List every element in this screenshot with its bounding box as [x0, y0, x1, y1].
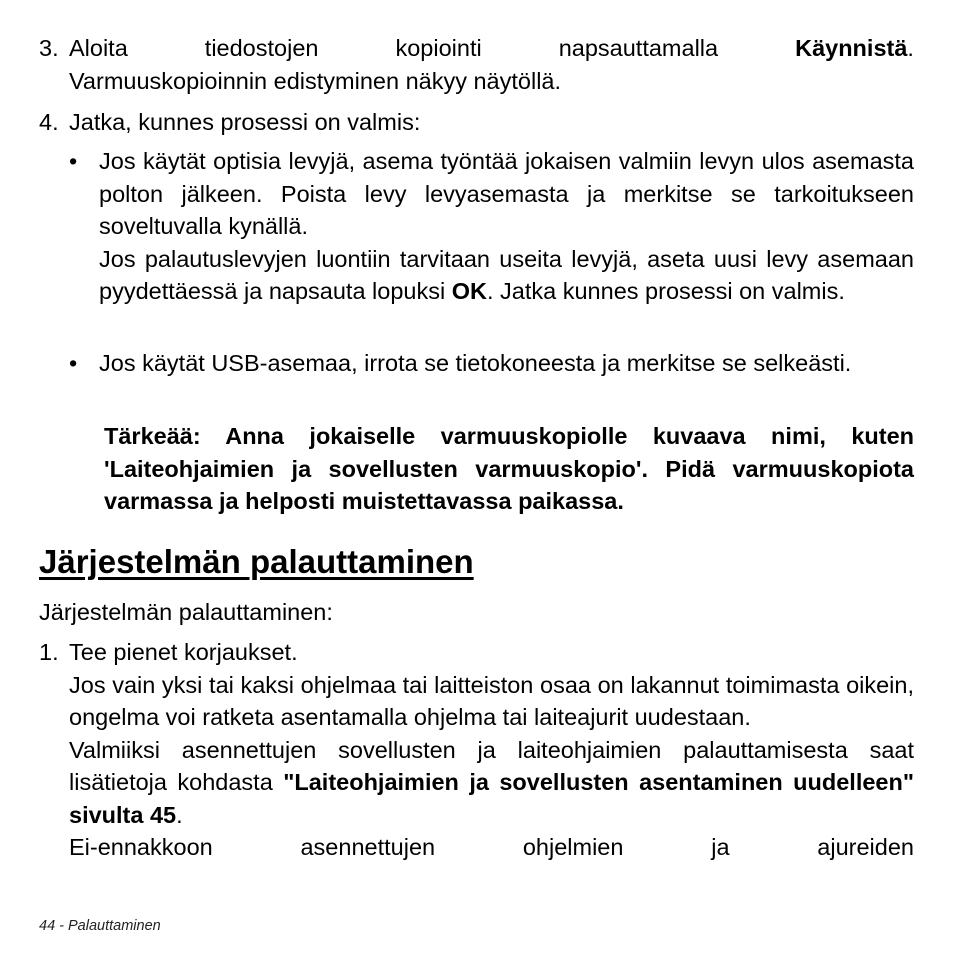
bullet1-para1: Jos käytät optisia levyjä, asema työntää jokaisen valmiin levyn ulos asemasta polton jälkeen. Poista levy levyasemasta ja merkitse se tarkoitukseen soveltuvalla kynällä.: [99, 148, 914, 239]
step1-para2-text: Valmiiksi asennettujen sovellusten ja laiteohjaimien palauttamisesta saat lisätietoja kohdasta: [69, 736, 914, 795]
bullet2-text: Jos käytät USB-asemaa, irrota se tietokoneesta ja merkitse se selkeästi.: [99, 350, 852, 376]
section-intro: Järjestelmän palauttaminen:: [39, 599, 333, 625]
start-button-label: Käynnistä: [795, 35, 908, 61]
ok-button-label: OK: [451, 278, 487, 304]
important-note: Tärkeää: Anna jokaiselle varmuuskopiolle kuvaava nimi, kuten 'Laiteohjaimien ja sovellusten varmuuskopio'. Pidä varmuuskopiota varmassa ja helposti muistettavassa paikassa.: [104, 423, 914, 514]
cross-reference-link: "Laiteohjaimien ja sovellusten asentaminen uudelleen" sivulta 45: [69, 769, 914, 828]
list-item-1: [39, 636, 914, 864]
bullet-dot: •: [69, 148, 78, 174]
page-footer: 44 - Palauttaminen: [39, 918, 161, 934]
section-heading: Järjestelmän palauttaminen: [39, 543, 474, 580]
step1-para2: [69, 734, 914, 832]
bullet1-para2-end: . Jatka kunnes prosessi on valmis.: [486, 278, 845, 304]
step1-para3: Ei-ennakkoon asennettujen ohjelmien ja ajureiden: [69, 834, 914, 860]
list-item-4: [39, 106, 914, 139]
bullet-usb-drive: [69, 347, 914, 380]
bullet1-para2-text: Jos palautuslevyjen luontiin tarvitaan useita levyjä, aseta uusi levy asemaan pyydettäessä ja napsauta lopuksi: [99, 245, 914, 304]
bullet1-para2: [99, 243, 914, 308]
step1-title: Tee pienet korjaukset.: [69, 639, 298, 665]
list-number: 3.: [39, 35, 59, 61]
item3-line2: Varmuuskopioinnin edistyminen näkyy näytöllä.: [69, 67, 562, 94]
item4-text: Jatka, kunnes prosessi on valmis:: [69, 109, 421, 135]
bullet-optical-discs: [69, 145, 914, 308]
item3-word-4: napsauttamalla: [558, 35, 719, 61]
list-item-3: [39, 32, 914, 97]
item3-period: .: [907, 35, 914, 61]
step1-para2-end: .: [176, 801, 183, 828]
item3-word-3: kopiointi: [395, 35, 482, 61]
bullet-dot: •: [69, 350, 78, 376]
item3-word-2: tiedostojen: [204, 35, 319, 61]
step1-para1: Jos vain yksi tai kaksi ohjelmaa tai laitteiston osaa on lakannut toimimasta oikein, ongelma voi ratketa asentamalla ohjelma tai laiteajurit uudestaan.: [69, 671, 914, 730]
item3-start-label: [795, 32, 914, 65]
item3-line1: [69, 32, 914, 65]
list-number: 1.: [39, 639, 59, 665]
list-number: 4.: [39, 109, 59, 135]
item3-word-1: Aloita: [69, 35, 128, 61]
